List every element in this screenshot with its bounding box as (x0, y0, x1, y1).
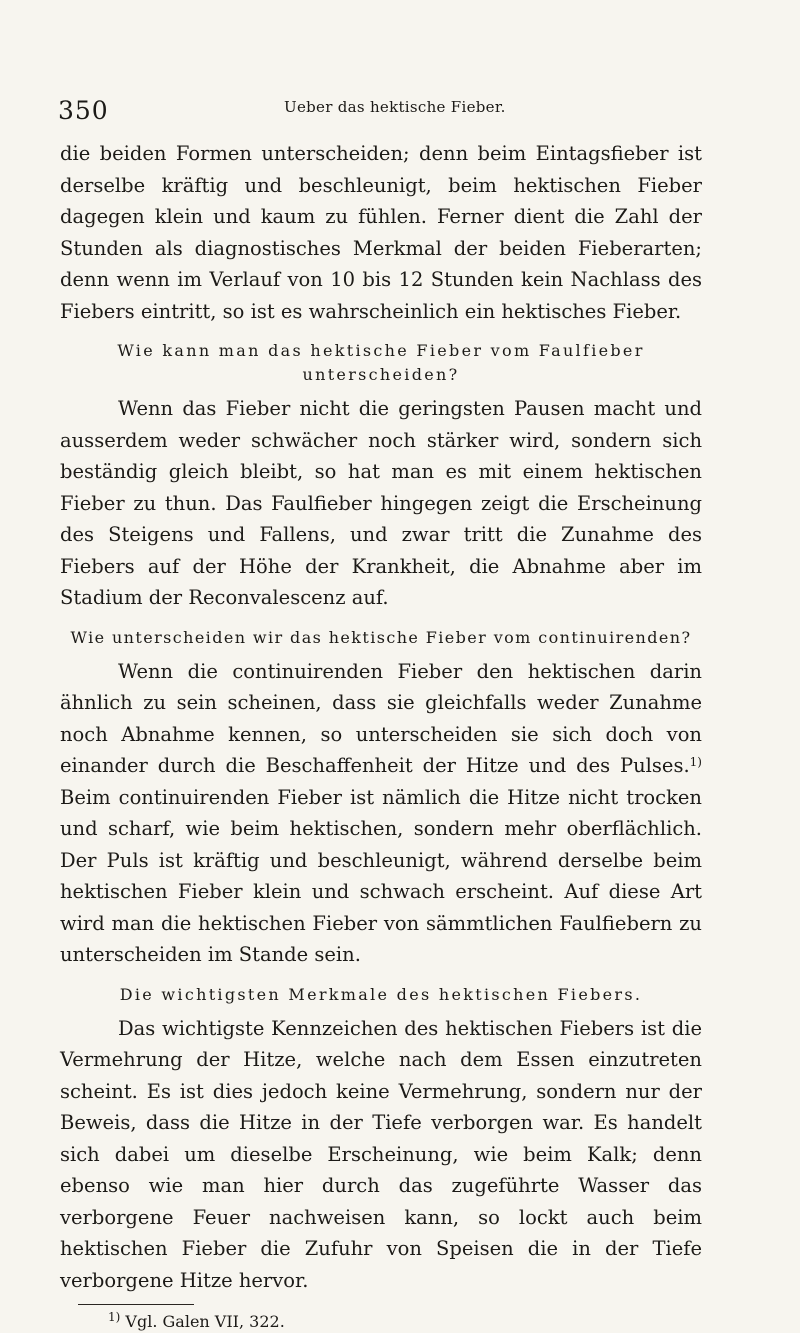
paragraph-3-part-b: Beim continuirenden Fieber ist nämlich die Hitze nicht trocken und scharf, wie beim hektischen, sondern mehr oberflächlich. Der Puls ist kräftig und beschleunigt, während derselbe beim hektischen Fieber klein und schwach erscheint. Auf diese Art wird man die hektischen Fieber von sämmtlichen Faulfiebern zu unterscheiden im Stande sein. (60, 785, 702, 966)
section-heading-faulfieber: Wie kann man das hektische Fieber vom Faulfieber unterscheiden? (117, 341, 645, 384)
paragraph-1: die beiden Formen unterscheiden; denn beim Eintagsfieber ist derselbe kräftig und beschleunigt, beim hektischen Fieber dagegen klein und kaum zu fühlen. Ferner dient die Zahl der Stunden als diagnostisches Merkmal der beiden Fieberarten; denn wenn im Verlauf von 10 bis 12 Stunden kein Nachlass des Fiebers eintritt, so ist es wahrscheinlich ein hektisches Fieber. (60, 142, 702, 323)
footnote-text: Vgl. Galen VII, 322. (120, 1312, 285, 1331)
paragraph-2: Wenn das Fieber nicht die geringsten Pausen macht und ausserdem weder schwächer noch stärker wird, sondern sich beständig gleich bleibt, so hat man es mit einem hektischen Fieber zu thun. Das Faulfieber hingegen zeigt die Erscheinung des Steigens und Fallens, und zwar tritt die Zunahme des Fiebers auf der Höhe der Krankheit, die Abnahme aber im Stadium der Reconvalescenz auf. (60, 397, 702, 609)
running-title: Ueber das hektische Fieber. (284, 98, 506, 116)
footnote (60, 1311, 702, 1333)
footnote-divider (78, 1304, 194, 1305)
section-heading-merkmale: Die wichtigsten Merkmale des hektischen Fiebers. (119, 984, 643, 1004)
paragraph-3-part-a: Wenn die continuirenden Fieber den hektischen darin ähnlich zu sein scheinen, dass sie gleichfalls weder Zunahme noch Abnahme kennen, so unterscheiden sie sich doch von einander durch die Beschaffenheit der Hitze und des Pulses. (60, 659, 702, 777)
page-number: 350 (58, 96, 109, 125)
section-heading-continuirend: Wie unterscheiden wir das hektische Fieber vom continuirenden? (70, 627, 692, 647)
paragraph-3 (60, 656, 702, 971)
footnote-reference[interactable]: 1) (689, 755, 702, 769)
page-body (60, 138, 702, 1333)
page-header (0, 92, 800, 132)
paragraph-4: Das wichtigste Kennzeichen des hektischen Fiebers ist die Vermehrung der Hitze, welche nach dem Essen einzutreten scheint. Es ist dies jedoch keine Vermehrung, sondern nur der Beweis, dass die Hitze in der Tiefe verborgen war. Es handelt sich dabei um dieselbe Erscheinung, wie beim Kalk; denn ebenso wie man hier durch das zugeführte Wasser das verborgene Feuer nachweisen kann, so lockt auch beim hektischen Fieber die Zufuhr von Speisen die in der Tiefe verborgene Hitze hervor. (60, 1016, 702, 1292)
footnote-marker: 1) (108, 1310, 121, 1324)
